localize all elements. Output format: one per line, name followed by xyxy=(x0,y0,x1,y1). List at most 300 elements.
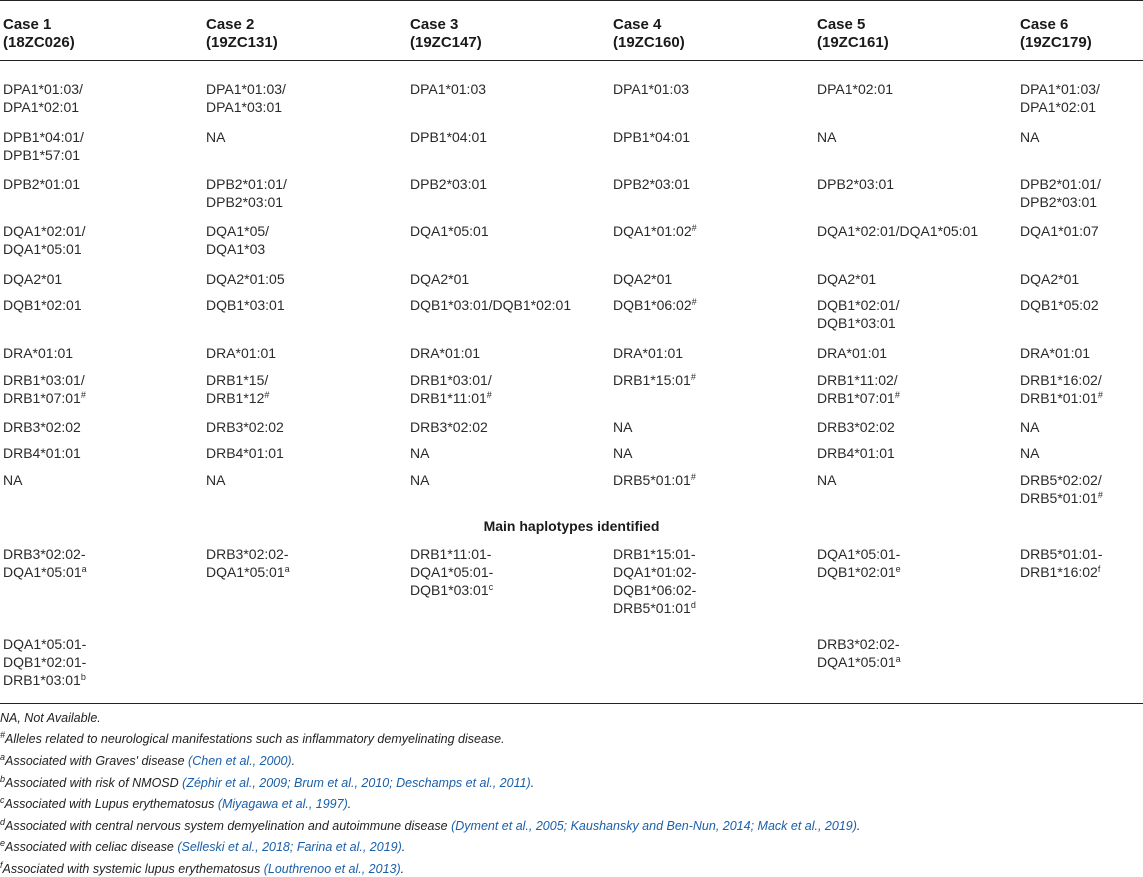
cell-line xyxy=(206,193,287,211)
footnote xyxy=(0,861,404,877)
cell-text: DQB1*06:02 xyxy=(613,297,692,313)
table-cell xyxy=(613,222,697,240)
cell-line xyxy=(613,471,696,489)
table-cell xyxy=(3,418,81,436)
table-cell xyxy=(410,222,489,240)
footnote xyxy=(0,710,101,726)
footnote-marker: # xyxy=(691,297,697,307)
cell-line xyxy=(817,314,900,332)
cell-line xyxy=(817,344,887,362)
footnote-marker: f xyxy=(1097,564,1101,574)
cell-text: DPA1*01:03/ xyxy=(3,81,83,97)
table-cell xyxy=(817,222,978,240)
cell-line xyxy=(817,471,836,489)
cell-text: DPB2*03:01 xyxy=(1020,194,1098,210)
cell-text: DRB5*01:01- xyxy=(1020,546,1103,562)
cell-text: DPB2*03:01 xyxy=(410,176,488,192)
cell-line xyxy=(3,240,86,258)
citation-link[interactable]: (Chen et al., 2000) xyxy=(188,754,292,768)
cell-text: DRB3*02:02- xyxy=(817,636,900,652)
footnote-marker: b xyxy=(80,672,86,682)
cell-line xyxy=(1020,344,1090,362)
cell-line xyxy=(817,635,901,653)
cell-text: DQA1*05:01- xyxy=(3,636,87,652)
column-header-id: (19ZC160) xyxy=(613,34,685,51)
cell-text: NA xyxy=(1020,419,1040,435)
cell-line xyxy=(613,581,696,599)
header-rule xyxy=(0,60,1143,61)
cell-text: DPA1*01:03/ xyxy=(1020,81,1100,97)
cell-text: DQA1*03 xyxy=(206,241,266,257)
footnote-marker: f xyxy=(0,860,3,870)
cell-text: DRB4*01:01 xyxy=(3,445,81,461)
cell-line xyxy=(410,563,493,581)
footnote-tail: . xyxy=(291,754,296,768)
cell-line xyxy=(410,389,492,407)
cell-line xyxy=(817,389,900,407)
cell-text: DQA1*05:01- xyxy=(817,546,901,562)
cell-line xyxy=(1020,80,1100,98)
footnote xyxy=(0,775,534,791)
table-cell xyxy=(817,635,901,671)
cell-text: DRB1*03:01/ xyxy=(3,372,85,388)
table-cell xyxy=(817,175,894,193)
cell-line xyxy=(1020,175,1101,193)
cell-text: DPB2*03:01 xyxy=(613,176,691,192)
column-header-case: Case 5 xyxy=(817,16,866,33)
cell-line xyxy=(817,418,895,436)
table-cell xyxy=(3,128,84,164)
cell-text: NA xyxy=(613,419,633,435)
cell-line xyxy=(206,418,284,436)
cell-line xyxy=(817,296,900,314)
cell-line xyxy=(1020,193,1101,211)
cell-line xyxy=(817,545,901,563)
table-cell xyxy=(206,344,276,362)
cell-line xyxy=(206,222,269,240)
table-cell xyxy=(817,418,895,436)
column-header-case: Case 1 xyxy=(3,16,52,33)
cell-line xyxy=(206,80,286,98)
cell-line xyxy=(3,444,81,462)
cell-text: DPB2*03:01 xyxy=(206,194,284,210)
cell-line xyxy=(206,344,276,362)
cell-line xyxy=(613,222,697,240)
column-header-case: Case 2 xyxy=(206,16,255,33)
table-cell xyxy=(613,371,696,389)
cell-text: DQB1*02:01 xyxy=(817,564,896,580)
cell-line xyxy=(3,98,83,116)
cell-line xyxy=(410,270,469,288)
cell-line xyxy=(410,80,486,98)
cell-line xyxy=(613,545,696,563)
footnote-text: Alleles related to neurological manifestations such as inflammatory demyelinating disease. xyxy=(5,732,505,746)
footnote-marker: d xyxy=(690,600,696,610)
cell-line xyxy=(410,418,488,436)
cell-text: DPB2*03:01 xyxy=(817,176,895,192)
cell-text: DRB3*02:02 xyxy=(410,419,488,435)
column-header-id: (19ZC131) xyxy=(206,34,278,51)
cell-text: DPA1*01:03/ xyxy=(206,81,286,97)
cell-line xyxy=(1020,222,1099,240)
cell-line xyxy=(1020,471,1103,489)
table-cell xyxy=(817,270,876,288)
cell-line xyxy=(206,444,284,462)
table-cell xyxy=(817,545,901,581)
cell-text: DPA1*02:01 xyxy=(1020,99,1097,115)
cell-text: NA xyxy=(1020,129,1040,145)
cell-line xyxy=(206,240,269,258)
table-cell xyxy=(410,471,429,489)
cell-line xyxy=(3,671,86,689)
cell-line xyxy=(206,270,285,288)
footnote-text: Associated with systemic lupus erythematosus xyxy=(2,862,264,876)
table-cell xyxy=(1020,545,1103,581)
footnote-marker: b xyxy=(0,774,6,784)
cell-line xyxy=(817,270,876,288)
table-cell xyxy=(206,545,290,581)
table-cell xyxy=(3,296,82,314)
cell-line xyxy=(613,418,632,436)
cell-line xyxy=(613,296,697,314)
cell-text: DRB1*16:02 xyxy=(1020,564,1098,580)
cell-line xyxy=(3,563,87,581)
cell-line xyxy=(206,98,286,116)
cell-line xyxy=(3,146,84,164)
table-cell xyxy=(1020,175,1101,211)
cell-text: DRB5*01:01 xyxy=(613,472,691,488)
cell-text: DRB1*03:01/ xyxy=(410,372,492,388)
cell-line xyxy=(206,563,290,581)
cell-text: DRB1*15/ xyxy=(206,372,269,388)
cell-text: DQA1*05/ xyxy=(206,223,270,239)
citation-link[interactable]: (Zéphir et al., 2009; Brum et al., 2010; Deschamps et al., 2011) xyxy=(182,776,531,790)
cell-line xyxy=(817,175,894,193)
cell-line xyxy=(206,371,269,389)
cell-line xyxy=(206,296,285,314)
cell-line xyxy=(1020,296,1099,314)
footnote-text: Associated with Lupus erythematosus xyxy=(4,797,218,811)
cell-line xyxy=(1020,270,1079,288)
cell-line xyxy=(817,80,893,98)
footnote-marker: a xyxy=(0,752,6,762)
table-cell xyxy=(206,296,285,314)
footnote-marker: # xyxy=(690,472,696,482)
cell-text: DPA1*01:03 xyxy=(410,81,487,97)
footnote-text: NA, Not Available. xyxy=(0,711,101,725)
footnote-marker: c xyxy=(488,582,494,592)
footnote-marker: a xyxy=(895,654,901,664)
table-cell xyxy=(410,80,486,98)
table-cell xyxy=(1020,80,1100,116)
cell-line xyxy=(613,444,632,462)
cell-text: DQA2*01:05 xyxy=(206,271,285,287)
footer-rule xyxy=(0,703,1143,704)
cell-line xyxy=(3,371,86,389)
footnote-marker: c xyxy=(0,795,5,805)
cell-line xyxy=(3,80,83,98)
footnote-tail: . xyxy=(401,840,406,854)
cell-text: DPB1*57:01 xyxy=(3,147,81,163)
cell-text: DPB1*04:01 xyxy=(410,129,488,145)
cell-line xyxy=(410,471,429,489)
cell-text: DQB1*03:01/DQB1*02:01 xyxy=(410,297,572,313)
table-cell xyxy=(206,222,269,258)
cell-line xyxy=(3,128,84,146)
cell-text: DPB2*01:01/ xyxy=(206,176,287,192)
table-cell xyxy=(3,270,62,288)
cell-line xyxy=(613,371,696,389)
cell-text: DPA1*02:01 xyxy=(817,81,894,97)
cell-text: DRB1*07:01 xyxy=(817,390,895,406)
cell-text: DQA1*05:01 xyxy=(3,564,82,580)
cell-line xyxy=(613,80,689,98)
cell-line xyxy=(3,222,86,240)
footnote-marker: # xyxy=(1097,490,1103,500)
table-cell xyxy=(817,371,900,407)
table-cell xyxy=(410,444,429,462)
table-cell xyxy=(1020,270,1079,288)
cell-line xyxy=(1020,389,1103,407)
footnote-marker: # xyxy=(80,390,86,400)
table-cell xyxy=(613,344,683,362)
table-cell xyxy=(206,80,286,116)
cell-text: NA xyxy=(206,472,226,488)
cell-line xyxy=(1020,418,1039,436)
cell-text: DRA*01:01 xyxy=(3,345,74,361)
cell-text: NA xyxy=(410,445,430,461)
cell-line xyxy=(1020,563,1103,581)
cell-text: DRB5*01:01 xyxy=(1020,490,1098,506)
footnote-marker: a xyxy=(284,564,290,574)
cell-text: DQB1*03:01 xyxy=(410,582,489,598)
table-cell xyxy=(206,444,284,462)
cell-text: DQA1*01:02 xyxy=(613,223,692,239)
cell-text: DRB1*15:01 xyxy=(613,372,691,388)
cell-text: DPA1*01:03 xyxy=(613,81,690,97)
cell-text: DQB1*03:01 xyxy=(206,297,285,313)
column-header xyxy=(613,16,685,52)
cell-line xyxy=(3,418,81,436)
cell-text: DQA1*01:07 xyxy=(1020,223,1099,239)
cell-line xyxy=(410,344,480,362)
cell-text: DRB1*15:01- xyxy=(613,546,696,562)
footnote-text: Associated with risk of NMOSD xyxy=(5,776,183,790)
cell-line xyxy=(1020,444,1039,462)
footnote-marker: # xyxy=(486,390,492,400)
cell-line xyxy=(410,175,487,193)
cell-line xyxy=(1020,128,1039,146)
table-cell xyxy=(206,270,285,288)
cell-line xyxy=(817,371,900,389)
table-cell xyxy=(817,296,900,332)
table-cell xyxy=(1020,418,1039,436)
cell-text: NA xyxy=(410,472,430,488)
citation-link[interactable]: (Dyment et al., 2005; Kaushansky and Ben-Nun, 2014; Mack et al., 2019) xyxy=(451,819,857,833)
table-cell xyxy=(613,296,697,314)
footnote-marker: e xyxy=(895,564,901,574)
footnote-tail: . xyxy=(856,819,861,833)
column-header xyxy=(3,16,75,52)
table-cell xyxy=(1020,444,1039,462)
cell-text: DPB1*04:01/ xyxy=(3,129,84,145)
cell-text: DPB2*01:01 xyxy=(3,176,81,192)
cell-line xyxy=(613,175,690,193)
cell-line xyxy=(817,222,978,240)
cell-line xyxy=(410,222,489,240)
cell-text: DQA1*02:01/ xyxy=(3,223,86,239)
cell-text: DRA*01:01 xyxy=(817,345,888,361)
table-cell xyxy=(817,128,836,146)
footnote-marker: # xyxy=(894,390,900,400)
table-cell xyxy=(410,128,487,146)
cell-line xyxy=(613,128,690,146)
cell-text: DQA1*05:01 xyxy=(3,241,82,257)
footnote xyxy=(0,731,505,747)
cell-line xyxy=(613,599,696,617)
table-top-rule xyxy=(0,0,1143,1)
table-cell xyxy=(613,175,690,193)
table-cell xyxy=(410,418,488,436)
table-cell xyxy=(410,344,480,362)
citation-link[interactable]: (Miyagawa et al., 1997) xyxy=(217,797,348,811)
column-header-case: Case 3 xyxy=(410,16,459,33)
table-cell xyxy=(3,175,80,193)
cell-line xyxy=(3,296,82,314)
table-cell xyxy=(817,80,893,98)
cell-text: DQA1*01:02- xyxy=(613,564,697,580)
cell-text: DQA2*01 xyxy=(613,271,673,287)
cell-line xyxy=(206,389,269,407)
cell-text: DPA1*03:01 xyxy=(206,99,283,115)
table-cell xyxy=(613,471,696,489)
table-cell xyxy=(1020,296,1099,314)
cell-text: DQA1*02:01/DQA1*05:01 xyxy=(817,223,979,239)
table-cell xyxy=(410,270,469,288)
cell-text: DQA1*05:01 xyxy=(206,564,285,580)
column-header-case: Case 4 xyxy=(613,16,662,33)
cell-text: NA xyxy=(206,129,226,145)
cell-line xyxy=(3,175,80,193)
table-cell xyxy=(613,80,689,98)
table-cell xyxy=(410,545,493,599)
table-cell xyxy=(613,418,632,436)
cell-text: DRB3*02:02 xyxy=(3,419,81,435)
cell-text: DRB3*02:02 xyxy=(817,419,895,435)
table-cell xyxy=(817,344,887,362)
table-cell xyxy=(3,444,81,462)
column-header xyxy=(410,16,482,52)
table-cell xyxy=(3,371,86,407)
cell-text: DRB1*01:01 xyxy=(1020,390,1098,406)
cell-text: DRA*01:01 xyxy=(1020,345,1091,361)
cell-text: DRB1*03:01 xyxy=(3,672,81,688)
cell-line xyxy=(817,128,836,146)
table-cell xyxy=(1020,128,1039,146)
table-cell xyxy=(613,128,690,146)
cell-line xyxy=(613,563,696,581)
column-header-id: (19ZC147) xyxy=(410,34,482,51)
footnote-tail: . xyxy=(530,776,535,790)
cell-text: NA xyxy=(817,129,837,145)
cell-text: DQA2*01 xyxy=(1020,271,1080,287)
table-cell xyxy=(206,371,269,407)
cell-text: DQA2*01 xyxy=(3,271,63,287)
cell-line xyxy=(206,175,287,193)
footnote-text: Associated with Graves' disease xyxy=(5,754,189,768)
footnote-marker: a xyxy=(81,564,87,574)
footnote-marker: d xyxy=(0,817,6,827)
table-cell xyxy=(206,418,284,436)
cell-line xyxy=(613,270,672,288)
cell-line xyxy=(817,444,895,462)
table-cell xyxy=(206,471,225,489)
cell-line xyxy=(410,371,492,389)
cell-text: DRA*01:01 xyxy=(410,345,481,361)
footnote xyxy=(0,818,860,834)
column-header-id: (19ZC179) xyxy=(1020,34,1092,51)
cell-text: DQB1*02:01 xyxy=(3,297,82,313)
table-cell xyxy=(1020,222,1099,240)
footnote-tail: . xyxy=(347,797,352,811)
footnote xyxy=(0,796,351,812)
cell-text: DRB3*02:02- xyxy=(3,546,86,562)
table-cell xyxy=(1020,471,1103,507)
cell-line xyxy=(3,270,62,288)
cell-text: DRB3*02:02- xyxy=(206,546,289,562)
cell-text: DQB1*02:01- xyxy=(3,654,87,670)
cell-line xyxy=(3,545,87,563)
cell-line xyxy=(613,344,683,362)
cell-text: DRB5*02:02/ xyxy=(1020,472,1102,488)
table-cell xyxy=(410,175,487,193)
table-cell xyxy=(1020,371,1103,407)
cell-text: DQB1*02:01/ xyxy=(817,297,900,313)
cell-text: NA xyxy=(817,472,837,488)
table-cell xyxy=(3,222,86,258)
table-cell xyxy=(3,635,86,689)
column-header-id: (19ZC161) xyxy=(817,34,889,51)
column-header xyxy=(1020,16,1092,52)
table-cell xyxy=(410,371,492,407)
cell-line xyxy=(206,471,225,489)
table-cell xyxy=(817,444,895,462)
cell-line xyxy=(1020,98,1100,116)
table-cell xyxy=(613,545,696,617)
footnote xyxy=(0,753,295,769)
cell-text: DRB5*01:01 xyxy=(613,600,691,616)
cell-text: DQA1*05:01 xyxy=(817,654,896,670)
table-cell xyxy=(206,175,287,211)
cell-line xyxy=(3,389,86,407)
citation-link[interactable]: (Selleski et al., 2018; Farina et al., 2019) xyxy=(177,840,402,854)
cell-text: DRB4*01:01 xyxy=(206,445,284,461)
column-header-id: (18ZC026) xyxy=(3,34,75,51)
cell-line xyxy=(410,128,487,146)
citation-link[interactable]: (Louthrenoo et al., 2013) xyxy=(263,862,401,876)
cell-line xyxy=(3,471,22,489)
cell-line xyxy=(3,344,73,362)
table-cell xyxy=(1020,344,1090,362)
cell-text: DQA1*05:01- xyxy=(410,564,494,580)
cell-line xyxy=(1020,489,1103,507)
footnote-marker: # xyxy=(1097,390,1103,400)
cell-text: DRA*01:01 xyxy=(206,345,277,361)
table-cell xyxy=(817,471,836,489)
cell-text: NA xyxy=(3,472,23,488)
cell-text: DRB1*16:02/ xyxy=(1020,372,1102,388)
table-cell xyxy=(3,80,83,116)
